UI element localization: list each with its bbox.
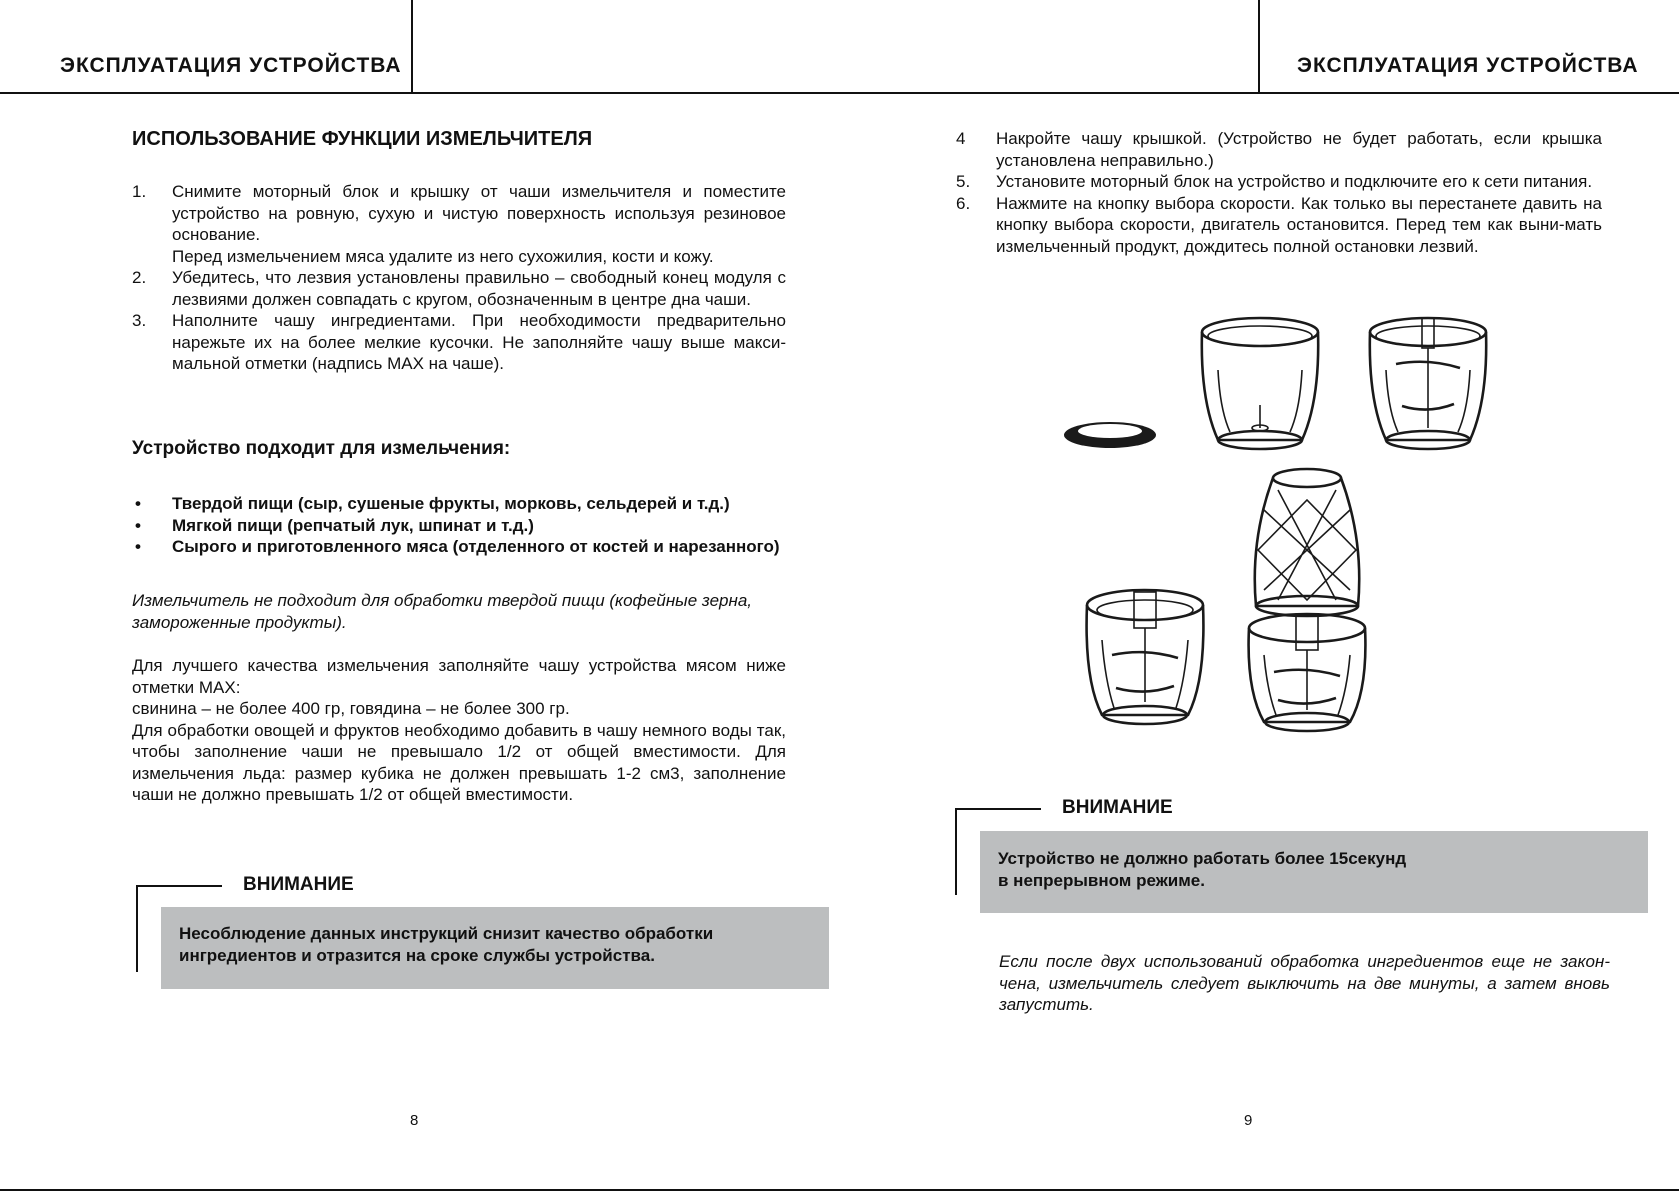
footer-rule [0, 1189, 1679, 1191]
step-text: Снимите моторный блок и крышку от чаши измельчителя и поместите устройство на ровную, сухую и чистую поверхность используя резиновое основание. [172, 182, 786, 244]
warning-bracket-horizontal [136, 885, 222, 887]
step-1 [132, 181, 786, 246]
warning-text: Несоблюдение данных инструкций снизит качество обработки ингредиентов и отразится на сроке службы устройства. [179, 924, 714, 965]
header-divider-left [411, 0, 413, 94]
step-number: 5. [956, 172, 971, 191]
motor-unit-icon [1255, 469, 1359, 616]
rubber-base-icon [1064, 422, 1156, 448]
warning-text [980, 831, 1648, 909]
left-steps-list [132, 181, 786, 375]
quality-paragraph [132, 655, 786, 806]
bullet-text: Мягкой пищи (репчатый лук, шпинат и т.д.) [172, 515, 534, 535]
bowl-with-lid-icon [1087, 590, 1204, 724]
right-steps-list [956, 128, 1602, 257]
assembled-chopper-icon [1249, 614, 1366, 731]
step-text: Наполните чашу ингредиентами. При необходимости предварительно нарежьте их на более мелкие кусочки. Не заполняйте чашу выше макси-мальной отметки (надпись MAX на чаше). [172, 311, 786, 373]
warning-title: ВНИМАНИЕ [1062, 797, 1173, 818]
bullet-item [132, 493, 832, 515]
step-text: Убедитесь, что лезвия установлены правильно – свободный конец модуля с лезвиями должен совпадать с кругом, обозначенным в центре дна чаши. [172, 268, 786, 309]
quality-line: Для обработки овощей и фруктов необходимо добавить в чашу немного воды так, чтобы заполнение чаши не превышало 1/2 от общей вместимости. Для измельчения льда: размер кубика не должен превышать 1-2 см3, заполнение чаши не должно превышать 1/2 от общей вместимости. [132, 720, 786, 804]
step-number: 1. [132, 182, 147, 201]
step-number: 2. [132, 268, 147, 287]
warning-title: ВНИМАНИЕ [243, 874, 354, 895]
header-rule [0, 92, 1679, 94]
step-5 [956, 171, 1602, 193]
bullet-text: Твердой пищи (сыр, сушеные фрукты, морковь, сельдерей и т.д.) [172, 494, 730, 513]
warning-box [980, 831, 1648, 913]
left-header-title: ЭКСПЛУАТАЦИЯ УСТРОЙСТВА [60, 54, 402, 77]
quality-line: свинина – не более 400 гр, говядина – не более 300 гр. [132, 699, 570, 718]
restart-note: Если после двух использований обработка ингредиентов еще не закон-чена, измельчитель следует выключить на две минуты, а затем вновь запустить. [999, 952, 1610, 1014]
right-header-title: ЭКСПЛУАТАЦИЯ УСТРОЙСТВА [1297, 54, 1639, 77]
warning-bracket-vertical [955, 808, 957, 895]
step-text: Накройте чашу крышкой. (Устройство не будет работать, если крышка установлена неправильно.) [996, 129, 1602, 170]
bullet-text: Сырого и приготовленного мяса (отделенного от костей и нарезанного) [172, 537, 780, 556]
suitable-bullets [132, 493, 832, 558]
bullet-item [132, 536, 832, 558]
step-4 [956, 128, 1602, 171]
bowl-icon [1202, 318, 1318, 449]
step-number: 4 [956, 129, 966, 148]
bullet-dot: • [135, 494, 141, 513]
step-text: Нажмите на кнопку выбора скорости. Как только вы перестанете давить на кнопку выбора скорости, двигатель остановится. Перед тем как выни-мать измельченный продукт, дождитесь полной остановки лезвий. [996, 193, 1602, 256]
step-text: Установите моторный блок на устройство и подключите его к сети питания. [996, 172, 1593, 191]
bullet-dot: • [135, 515, 141, 535]
bullet-dot: • [135, 537, 141, 556]
warning-bracket-horizontal [955, 808, 1041, 810]
page-number-right: 9 [1244, 1112, 1253, 1129]
bowl-with-blades-icon [1370, 318, 1486, 449]
warning-line: Устройство не должно работать более 15секунд [998, 849, 1407, 868]
warning-line: в непрерывном режиме. [998, 871, 1205, 890]
step-6 [956, 193, 1602, 258]
assembly-illustration [1050, 310, 1610, 780]
header-divider-right [1258, 0, 1260, 94]
suitable-title: Устройство подходит для измельчения: [132, 438, 511, 459]
warning-bracket-vertical [136, 885, 138, 972]
step-2 [132, 267, 786, 310]
step-1-extra: Перед измельчением мяса удалите из него сухожилия, кости и кожу. [172, 246, 714, 266]
step-number: 6. [956, 193, 971, 213]
warning-box [161, 907, 829, 989]
step-number: 3. [132, 311, 147, 330]
page-number-left: 8 [410, 1112, 419, 1129]
not-suitable-note: Измельчитель не подходит для обработки твердой пищи (кофейные зерна, замороженные продукты). [132, 591, 753, 632]
bullet-item [132, 515, 832, 537]
section-title: ИСПОЛЬЗОВАНИЕ ФУНКЦИИ ИЗМЕЛЬЧИТЕЛЯ [132, 128, 593, 150]
step-3 [132, 310, 786, 375]
quality-line: Для лучшего качества измельчения заполняйте чашу устройства мясом ниже отметки MAX: [132, 656, 786, 697]
